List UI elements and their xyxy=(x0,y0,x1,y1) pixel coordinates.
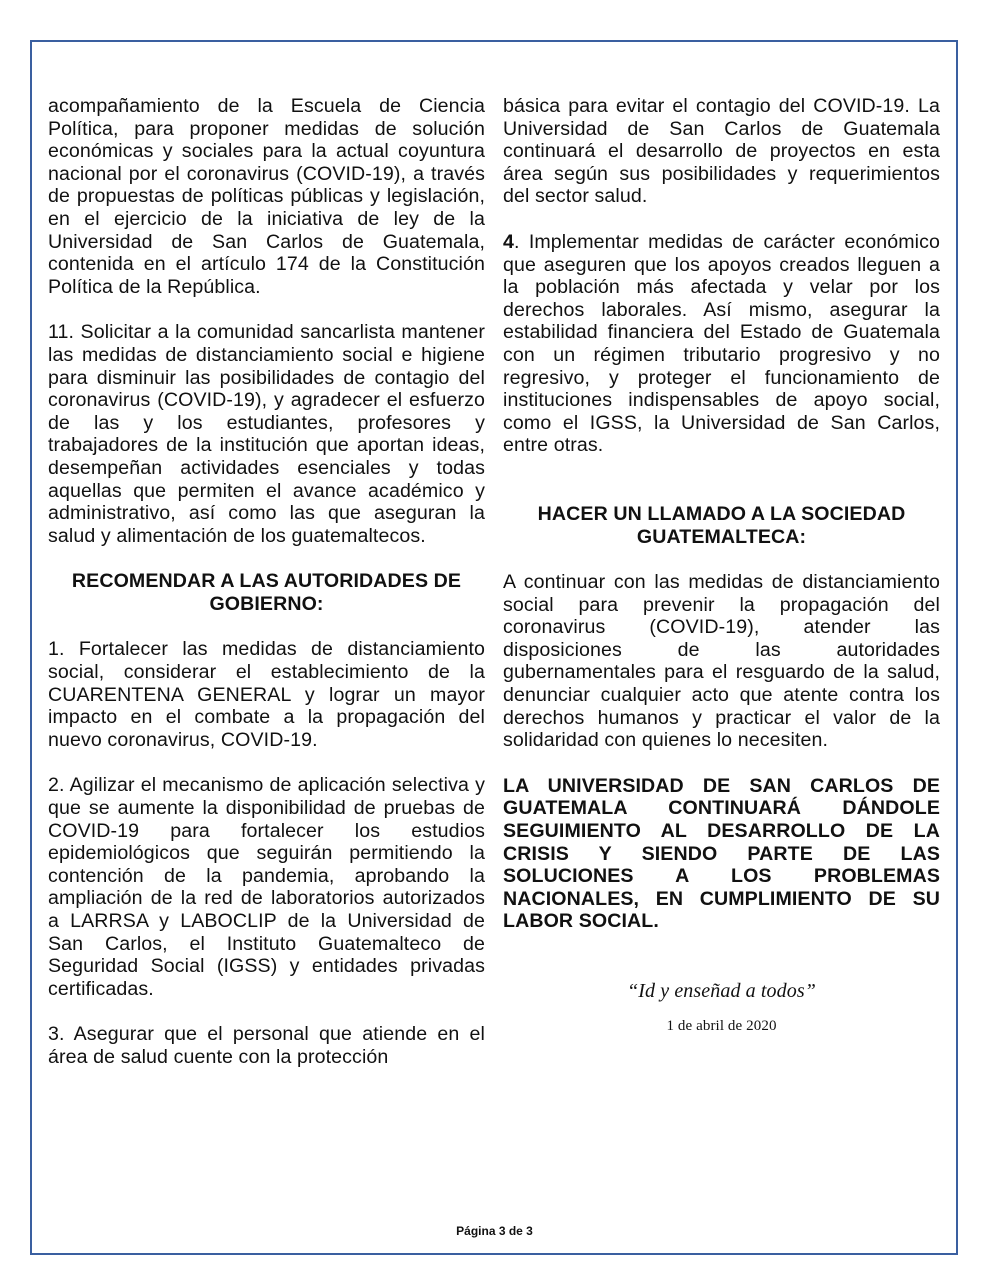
recommendation-3-start: 3. Asegurar que el personal que atiende en el área de salud cuente con la protección xyxy=(48,1023,485,1068)
closing-statement: LA UNIVERSIDAD DE SAN CARLOS DE GUATEMALA CONTINUARÁ DÁNDOLE SEGUIMIENTO AL DESARROLLO DE LA CRISIS Y SIENDO PARTE DE LAS SOLUCIONES A LOS PROBLEMAS NACIONALES, EN CUMPLIMIENTO DE SU LABOR SOCIAL. xyxy=(503,774,940,933)
llamado-text: A continuar con las medidas de distanciamiento social para prevenir la propagación del coronavirus (COVID-19), atender las disposiciones de las autoridades gubernamentales para el resguardo de la salud, denunciar cualquier acto que atente contra los derechos humanos y practicar el valor de la solidaridad con quienes lo necesiten. xyxy=(503,571,940,752)
page-number: Página 3 de 3 xyxy=(456,1224,533,1238)
recommendation-3-end: básica para evitar el contagio del COVID-19. La Universidad de San Carlos de Guatemala continuará el desarrollo de proyectos en esta área según sus posibilidades y requerimientos del sector salud. xyxy=(503,95,940,208)
paragraph-11: 11. Solicitar a la comunidad sancarlista mantener las medidas de distanciamiento social e higiene para disminuir las posibilidades de contagio del coronavirus (COVID-19), y agradecer el esfuerzo de las y los estudiantes, profesores y trabajadores de la institución que aportan ideas, desempeñan actividades esenciales y todas aquellas que permiten el avance académico y administrativo, así como las que aseguran la salud y alimentación de los guatemaltecos. xyxy=(48,321,485,547)
motto: “Id y enseñad a todos” xyxy=(627,980,816,1002)
heading-llamado: HACER UN LLAMADO A LA SOCIEDAD GUATEMALTECA: xyxy=(537,502,906,548)
recommendation-1: 1. Fortalecer las medidas de distanciamiento social, considerar el establecimiento de la CUARENTENA GENERAL y lograr un mayor impacto en el combate a la propagación del nuevo coronavirus, COVID-19. xyxy=(48,638,485,751)
recommendation-4 xyxy=(503,231,940,457)
recommendation-4-number: 4 xyxy=(503,230,514,253)
recommendation-4-text: . Implementar medidas de carácter económico que aseguren que los apoyos creados lleguen a la población más afectada y velar por los derechos laborales. Así mismo, asegurar la estabilidad financiera del Estado de Guatemala con un régimen tributario progresivo y no regresivo, y proteger el funcionamiento de instituciones indispensables de apoyo social, como el IGSS, la Universidad de San Carlos, entre otras. xyxy=(503,230,940,457)
right-column xyxy=(503,95,940,1035)
recommendation-2: 2. Agilizar el mecanismo de aplicación selectiva y que se aumente la disponibilidad de pruebas de COVID-19 para fortalecer los estudios epidemiológicos que seguirán permitiendo la contención de la pandemia, aprobando la ampliación de la red de laboratorios autorizados a LARRSA y LABOCLIP de la Universidad de San Carlos, el Instituto Guatemalteco de Seguridad Social (IGSS) y entidades privadas certificadas. xyxy=(48,774,485,1000)
left-column xyxy=(48,95,485,1069)
date: 1 de abril de 2020 xyxy=(666,1018,777,1034)
paragraph-continuation: acompañamiento de la Escuela de Ciencia Política, para proponer medidas de solución económicas y sociales para la actual coyuntura nacional por el coronavirus (COVID-19), a través de propuestas de políticas públicas y legislación, en el ejercicio de la iniciativa de ley de la Universidad de San Carlos de Guatemala, contenida en el artículo 174 de la Constitución Política de la República. xyxy=(48,95,485,298)
heading-recomendar: RECOMENDAR A LAS AUTORIDADES DE GOBIERNO: xyxy=(71,570,462,615)
